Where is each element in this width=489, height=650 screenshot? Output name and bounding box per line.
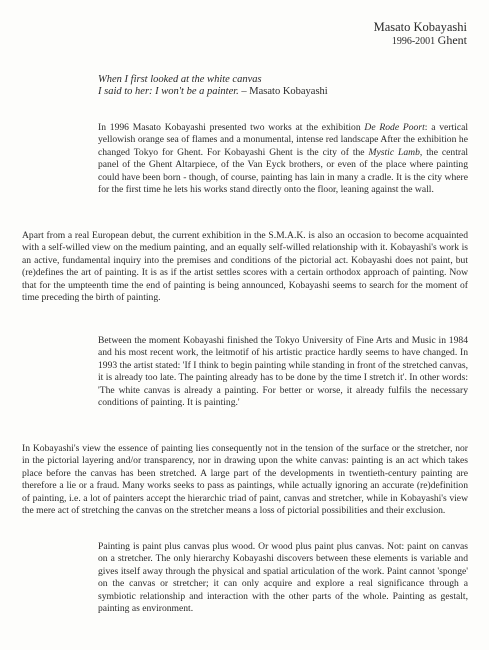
paragraph-2: Apart from a real European debut, the current exhibition in the S.M.A.K. is also an occasion to become acquainted with a self-willed view on the medium painting, and an equally self-willed relationship with it. Kobayashi's work is an active, fundamental inquiry into the premises and conditions of the pictorial act. Kobayashi does not paint, but (re)defines the art of painting. It is as if the artist settles scores with a certain orthodox approach of painting. Now that for the umpteenth time the end of painting is being announced, Kobayashi seems to search for the moment of time preceding the birth of painting. xyxy=(22,230,468,304)
p1-text-a: In 1996 Masato Kobayashi presented two works at the exhibition xyxy=(98,122,365,133)
epigraph-quote xyxy=(98,74,438,98)
p1-exhibition-title: De Rode Poort xyxy=(364,122,425,133)
epigraph-line-1: When I first looked at the white canvas xyxy=(98,74,262,85)
author-name: Masato Kobayashi xyxy=(373,20,467,34)
date-range: 1996-2001 xyxy=(391,36,436,47)
dates-location xyxy=(374,34,467,48)
paragraph-1 xyxy=(98,122,468,196)
p1-artwork-title: Mystic Lamb xyxy=(368,146,420,158)
paragraph-5: Painting is paint plus canvas plus wood. Or wood plus paint plus canvas. Not: paint on canvas on a stretcher. The only hierarchy Kobayashi discovers between these elements is variable and gives itself away through the physical and spatial articulation of the work. Paint cannot 'sponge' on the canvas or stretcher; it can only acquire and explore a real significance through a symbiotic relationship and interaction with the other parts of the whole. Painting as gestalt, painting as environment. xyxy=(98,541,468,615)
epigraph-attribution: – Masato Kobayashi xyxy=(238,86,328,97)
p1-text-b: : a vertical yellowish orange sea of flames and a monumental, intense red landscape After the exhibition he changed Tokyo for Ghent. For Kobayashi Ghent is the city of the xyxy=(98,122,468,158)
p1-text-c: , the central panel of the Ghent Altarpiece, of the Van Eyck brothers, or even of the place where painting could have been born - though, of course, painting has lain in many a cradle. It is the city where for the first time he lets his works stand directly onto the floor, leaning against the wall. xyxy=(98,146,468,196)
paragraph-3: Between the moment Kobayashi finished the Tokyo University of Fine Arts and Music in 1984 and his most recent work, the leitmotif of his artistic practice hardly seems to have changed. In 1993 the artist stated: 'If I think to begin painting while standing in front of the stretched canvas, it is already too late. The painting already has to be done by the time I stretch it'. In other words: 'The white canvas is already a painting. For better or worse, it already fulfils the necessary conditions of painting. It is painting.' xyxy=(98,335,468,409)
epigraph-line-2-text: I said to her: I won't be a painter. xyxy=(98,86,239,97)
epigraph-line-2 xyxy=(98,86,438,98)
city-name: Ghent xyxy=(437,33,467,47)
paragraph-4: In Kobayashi's view the essence of painting lies consequently not in the tension of the surface or the stretcher, nor in the pictorial layering and/or transparency, nor in drawing upon the white canvas: painting is an act which takes place before the canvas has been stretched. A large part of the developments in twentieth-century painting are therefore a lie or a fraud. Many works seeks to pass as paintings, while actually ignoring an accurate (re)definition of painting, i.e. a lot of painters accept the hierarchic triad of paint, canvas and stretcher, while in Kobayashi's view the mere act of stretching the canvas on the stretcher means a loss of pictorial possibilities and their exclusion. xyxy=(22,443,468,517)
page-header xyxy=(374,20,467,48)
